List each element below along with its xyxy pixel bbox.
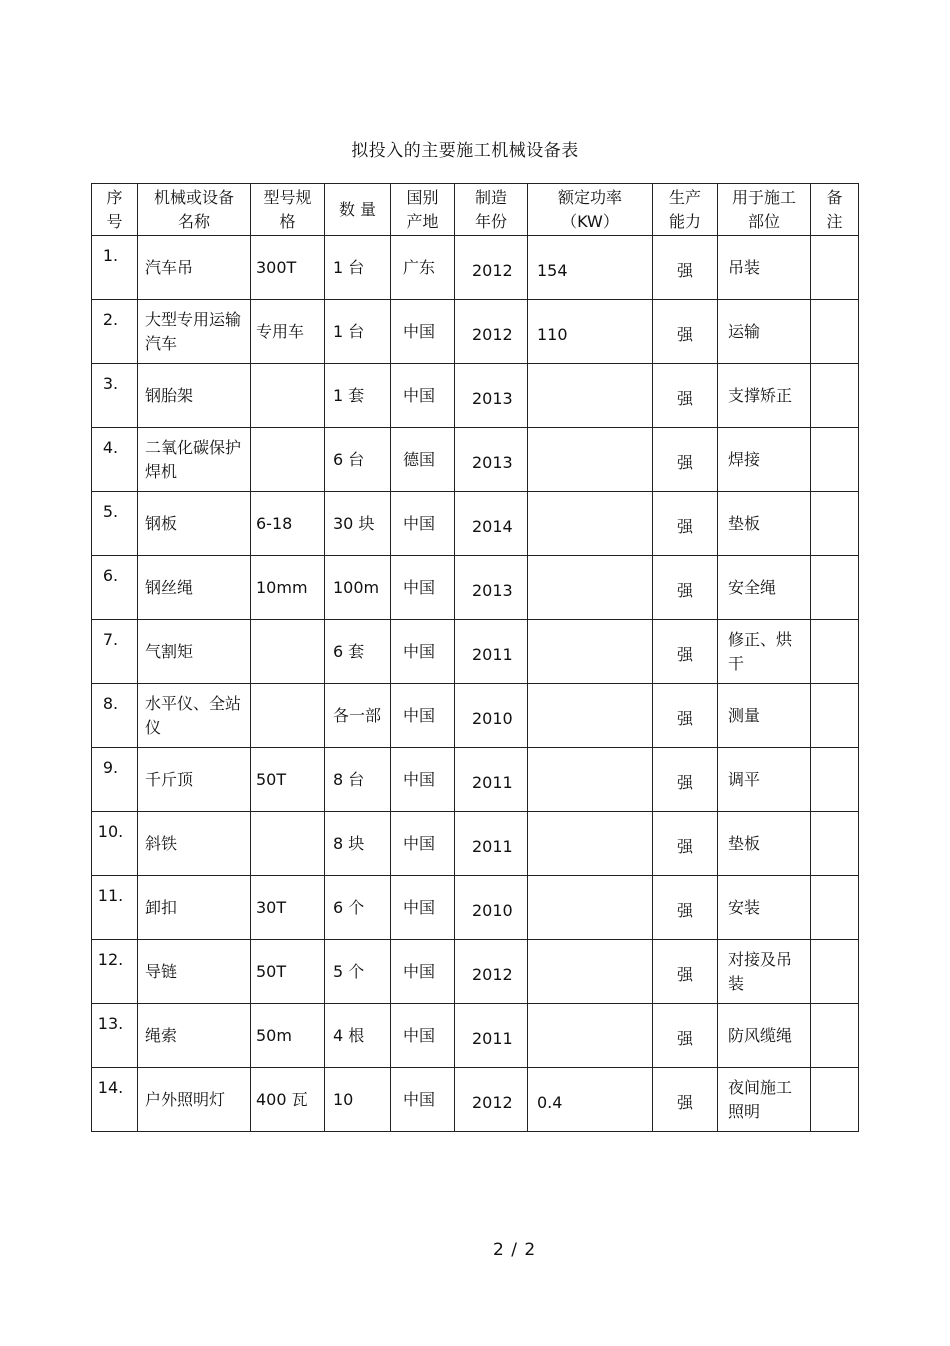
cell-power xyxy=(528,1004,653,1068)
cell-power: 0.4 xyxy=(528,1068,653,1132)
cell-name: 二氧化碳保护焊机 xyxy=(138,428,251,492)
cell-origin: 中国 xyxy=(391,812,455,876)
cell-origin: 中国 xyxy=(391,748,455,812)
cell-usage: 测量 xyxy=(718,684,811,748)
cell-usage: 安装 xyxy=(718,876,811,940)
header-capacity: 生产 能力 xyxy=(653,184,718,236)
cell-capacity: 强 xyxy=(653,428,718,492)
cell-power: 154 xyxy=(528,236,653,300)
cell-origin: 中国 xyxy=(391,940,455,1004)
cell-notes xyxy=(811,684,859,748)
cell-power: 110 xyxy=(528,300,653,364)
cell-capacity: 强 xyxy=(653,364,718,428)
header-quantity: 数 量 xyxy=(325,184,391,236)
cell-power xyxy=(528,876,653,940)
cell-model: 专用车 xyxy=(251,300,325,364)
table-row xyxy=(92,428,859,492)
cell-quantity: 1 套 xyxy=(325,364,391,428)
table-row xyxy=(92,812,859,876)
cell-usage: 防风缆绳 xyxy=(718,1004,811,1068)
cell-power xyxy=(528,620,653,684)
cell-capacity: 强 xyxy=(653,812,718,876)
table-row xyxy=(92,556,859,620)
cell-usage: 调平 xyxy=(718,748,811,812)
cell-year: 2010 xyxy=(455,876,528,940)
equipment-table xyxy=(91,183,859,1132)
cell-name: 卸扣 xyxy=(138,876,251,940)
cell-name: 绳索 xyxy=(138,1004,251,1068)
cell-name: 导链 xyxy=(138,940,251,1004)
cell-year: 2014 xyxy=(455,492,528,556)
table-row xyxy=(92,364,859,428)
cell-usage: 修正、烘干 xyxy=(718,620,811,684)
cell-capacity: 强 xyxy=(653,748,718,812)
cell-notes xyxy=(811,748,859,812)
cell-usage: 垫板 xyxy=(718,492,811,556)
table-row xyxy=(92,1068,859,1132)
cell-model: 30T xyxy=(251,876,325,940)
cell-index: 5. xyxy=(92,492,138,556)
header-power: 额定功率 （KW） xyxy=(528,184,653,236)
cell-model xyxy=(251,364,325,428)
cell-quantity: 100m xyxy=(325,556,391,620)
cell-name: 大型专用运输汽车 xyxy=(138,300,251,364)
cell-name: 水平仪、全站仪 xyxy=(138,684,251,748)
cell-notes xyxy=(811,876,859,940)
cell-origin: 中国 xyxy=(391,1004,455,1068)
cell-index: 1. xyxy=(92,236,138,300)
table-row xyxy=(92,748,859,812)
cell-quantity: 6 个 xyxy=(325,876,391,940)
cell-notes xyxy=(811,236,859,300)
cell-model xyxy=(251,428,325,492)
cell-name: 斜铁 xyxy=(138,812,251,876)
cell-usage: 焊接 xyxy=(718,428,811,492)
cell-power xyxy=(528,748,653,812)
cell-year: 2011 xyxy=(455,748,528,812)
cell-quantity: 6 台 xyxy=(325,428,391,492)
cell-capacity: 强 xyxy=(653,940,718,1004)
cell-notes xyxy=(811,300,859,364)
cell-quantity: 30 块 xyxy=(325,492,391,556)
header-index: 序 号 xyxy=(92,184,138,236)
cell-origin: 中国 xyxy=(391,364,455,428)
cell-quantity: 5 个 xyxy=(325,940,391,1004)
cell-year: 2013 xyxy=(455,556,528,620)
cell-index: 11. xyxy=(92,876,138,940)
cell-usage: 安全绳 xyxy=(718,556,811,620)
cell-index: 13. xyxy=(92,1004,138,1068)
cell-notes xyxy=(811,812,859,876)
cell-index: 6. xyxy=(92,556,138,620)
cell-capacity: 强 xyxy=(653,300,718,364)
cell-name: 气割矩 xyxy=(138,620,251,684)
cell-power xyxy=(528,812,653,876)
cell-model xyxy=(251,620,325,684)
cell-notes xyxy=(811,556,859,620)
table-row xyxy=(92,300,859,364)
cell-year: 2013 xyxy=(455,428,528,492)
cell-capacity: 强 xyxy=(653,684,718,748)
cell-quantity: 4 根 xyxy=(325,1004,391,1068)
cell-model: 10mm xyxy=(251,556,325,620)
cell-power xyxy=(528,428,653,492)
cell-model: 400 瓦 xyxy=(251,1068,325,1132)
cell-origin: 中国 xyxy=(391,300,455,364)
cell-capacity: 强 xyxy=(653,876,718,940)
cell-index: 8. xyxy=(92,684,138,748)
cell-capacity: 强 xyxy=(653,556,718,620)
cell-capacity: 强 xyxy=(653,492,718,556)
cell-model xyxy=(251,684,325,748)
cell-capacity: 强 xyxy=(653,1068,718,1132)
cell-name: 汽车吊 xyxy=(138,236,251,300)
cell-power xyxy=(528,684,653,748)
cell-notes xyxy=(811,492,859,556)
cell-index: 2. xyxy=(92,300,138,364)
cell-notes xyxy=(811,1004,859,1068)
cell-notes xyxy=(811,428,859,492)
cell-notes xyxy=(811,1068,859,1132)
cell-name: 户外照明灯 xyxy=(138,1068,251,1132)
cell-origin: 中国 xyxy=(391,1068,455,1132)
cell-name: 钢丝绳 xyxy=(138,556,251,620)
cell-model xyxy=(251,812,325,876)
cell-capacity: 强 xyxy=(653,620,718,684)
cell-origin: 德国 xyxy=(391,428,455,492)
table-row xyxy=(92,876,859,940)
cell-origin: 中国 xyxy=(391,620,455,684)
cell-origin: 广东 xyxy=(391,236,455,300)
cell-model: 6-18 xyxy=(251,492,325,556)
cell-year: 2012 xyxy=(455,300,528,364)
table-row xyxy=(92,236,859,300)
cell-notes xyxy=(811,940,859,1004)
cell-quantity: 1 台 xyxy=(325,236,391,300)
cell-index: 7. xyxy=(92,620,138,684)
cell-quantity: 8 台 xyxy=(325,748,391,812)
cell-power xyxy=(528,364,653,428)
cell-index: 12. xyxy=(92,940,138,1004)
header-usage: 用于施工 部位 xyxy=(718,184,811,236)
cell-notes xyxy=(811,364,859,428)
cell-index: 10. xyxy=(92,812,138,876)
cell-quantity: 6 套 xyxy=(325,620,391,684)
cell-usage: 对接及吊装 xyxy=(718,940,811,1004)
cell-year: 2011 xyxy=(455,620,528,684)
cell-origin: 中国 xyxy=(391,876,455,940)
cell-power xyxy=(528,940,653,1004)
cell-year: 2012 xyxy=(455,940,528,1004)
cell-name: 千斤顶 xyxy=(138,748,251,812)
cell-index: 3. xyxy=(92,364,138,428)
table-row xyxy=(92,684,859,748)
cell-quantity: 8 块 xyxy=(325,812,391,876)
cell-origin: 中国 xyxy=(391,684,455,748)
cell-quantity: 10 xyxy=(325,1068,391,1132)
header-year: 制造 年份 xyxy=(455,184,528,236)
cell-name: 钢胎架 xyxy=(138,364,251,428)
cell-index: 4. xyxy=(92,428,138,492)
cell-usage: 吊装 xyxy=(718,236,811,300)
cell-year: 2013 xyxy=(455,364,528,428)
cell-origin: 中国 xyxy=(391,556,455,620)
table-row xyxy=(92,1004,859,1068)
header-model: 型号规 格 xyxy=(251,184,325,236)
cell-usage: 垫板 xyxy=(718,812,811,876)
cell-capacity: 强 xyxy=(653,236,718,300)
header-origin: 国别 产地 xyxy=(391,184,455,236)
header-name: 机械或设备 名称 xyxy=(138,184,251,236)
cell-usage: 运输 xyxy=(718,300,811,364)
header-notes: 备 注 xyxy=(811,184,859,236)
page-number: 2 / 2 xyxy=(493,1240,537,1260)
cell-quantity: 1 台 xyxy=(325,300,391,364)
cell-year: 2012 xyxy=(455,236,528,300)
cell-model: 50T xyxy=(251,940,325,1004)
table-header-row xyxy=(92,184,859,236)
cell-model: 50T xyxy=(251,748,325,812)
cell-year: 2010 xyxy=(455,684,528,748)
document-title: 拟投入的主要施工机械设备表 xyxy=(351,141,579,161)
cell-year: 2011 xyxy=(455,1004,528,1068)
table-row xyxy=(92,620,859,684)
cell-power xyxy=(528,556,653,620)
cell-notes xyxy=(811,620,859,684)
cell-year: 2012 xyxy=(455,1068,528,1132)
cell-power xyxy=(528,492,653,556)
table-body xyxy=(92,236,859,1132)
cell-name: 钢板 xyxy=(138,492,251,556)
cell-year: 2011 xyxy=(455,812,528,876)
cell-index: 14. xyxy=(92,1068,138,1132)
cell-usage: 夜间施工照明 xyxy=(718,1068,811,1132)
cell-model: 300T xyxy=(251,236,325,300)
cell-usage: 支撑矫正 xyxy=(718,364,811,428)
cell-index: 9. xyxy=(92,748,138,812)
cell-model: 50m xyxy=(251,1004,325,1068)
table-row xyxy=(92,492,859,556)
cell-quantity: 各一部 xyxy=(325,684,391,748)
cell-capacity: 强 xyxy=(653,1004,718,1068)
cell-origin: 中国 xyxy=(391,492,455,556)
table-row xyxy=(92,940,859,1004)
